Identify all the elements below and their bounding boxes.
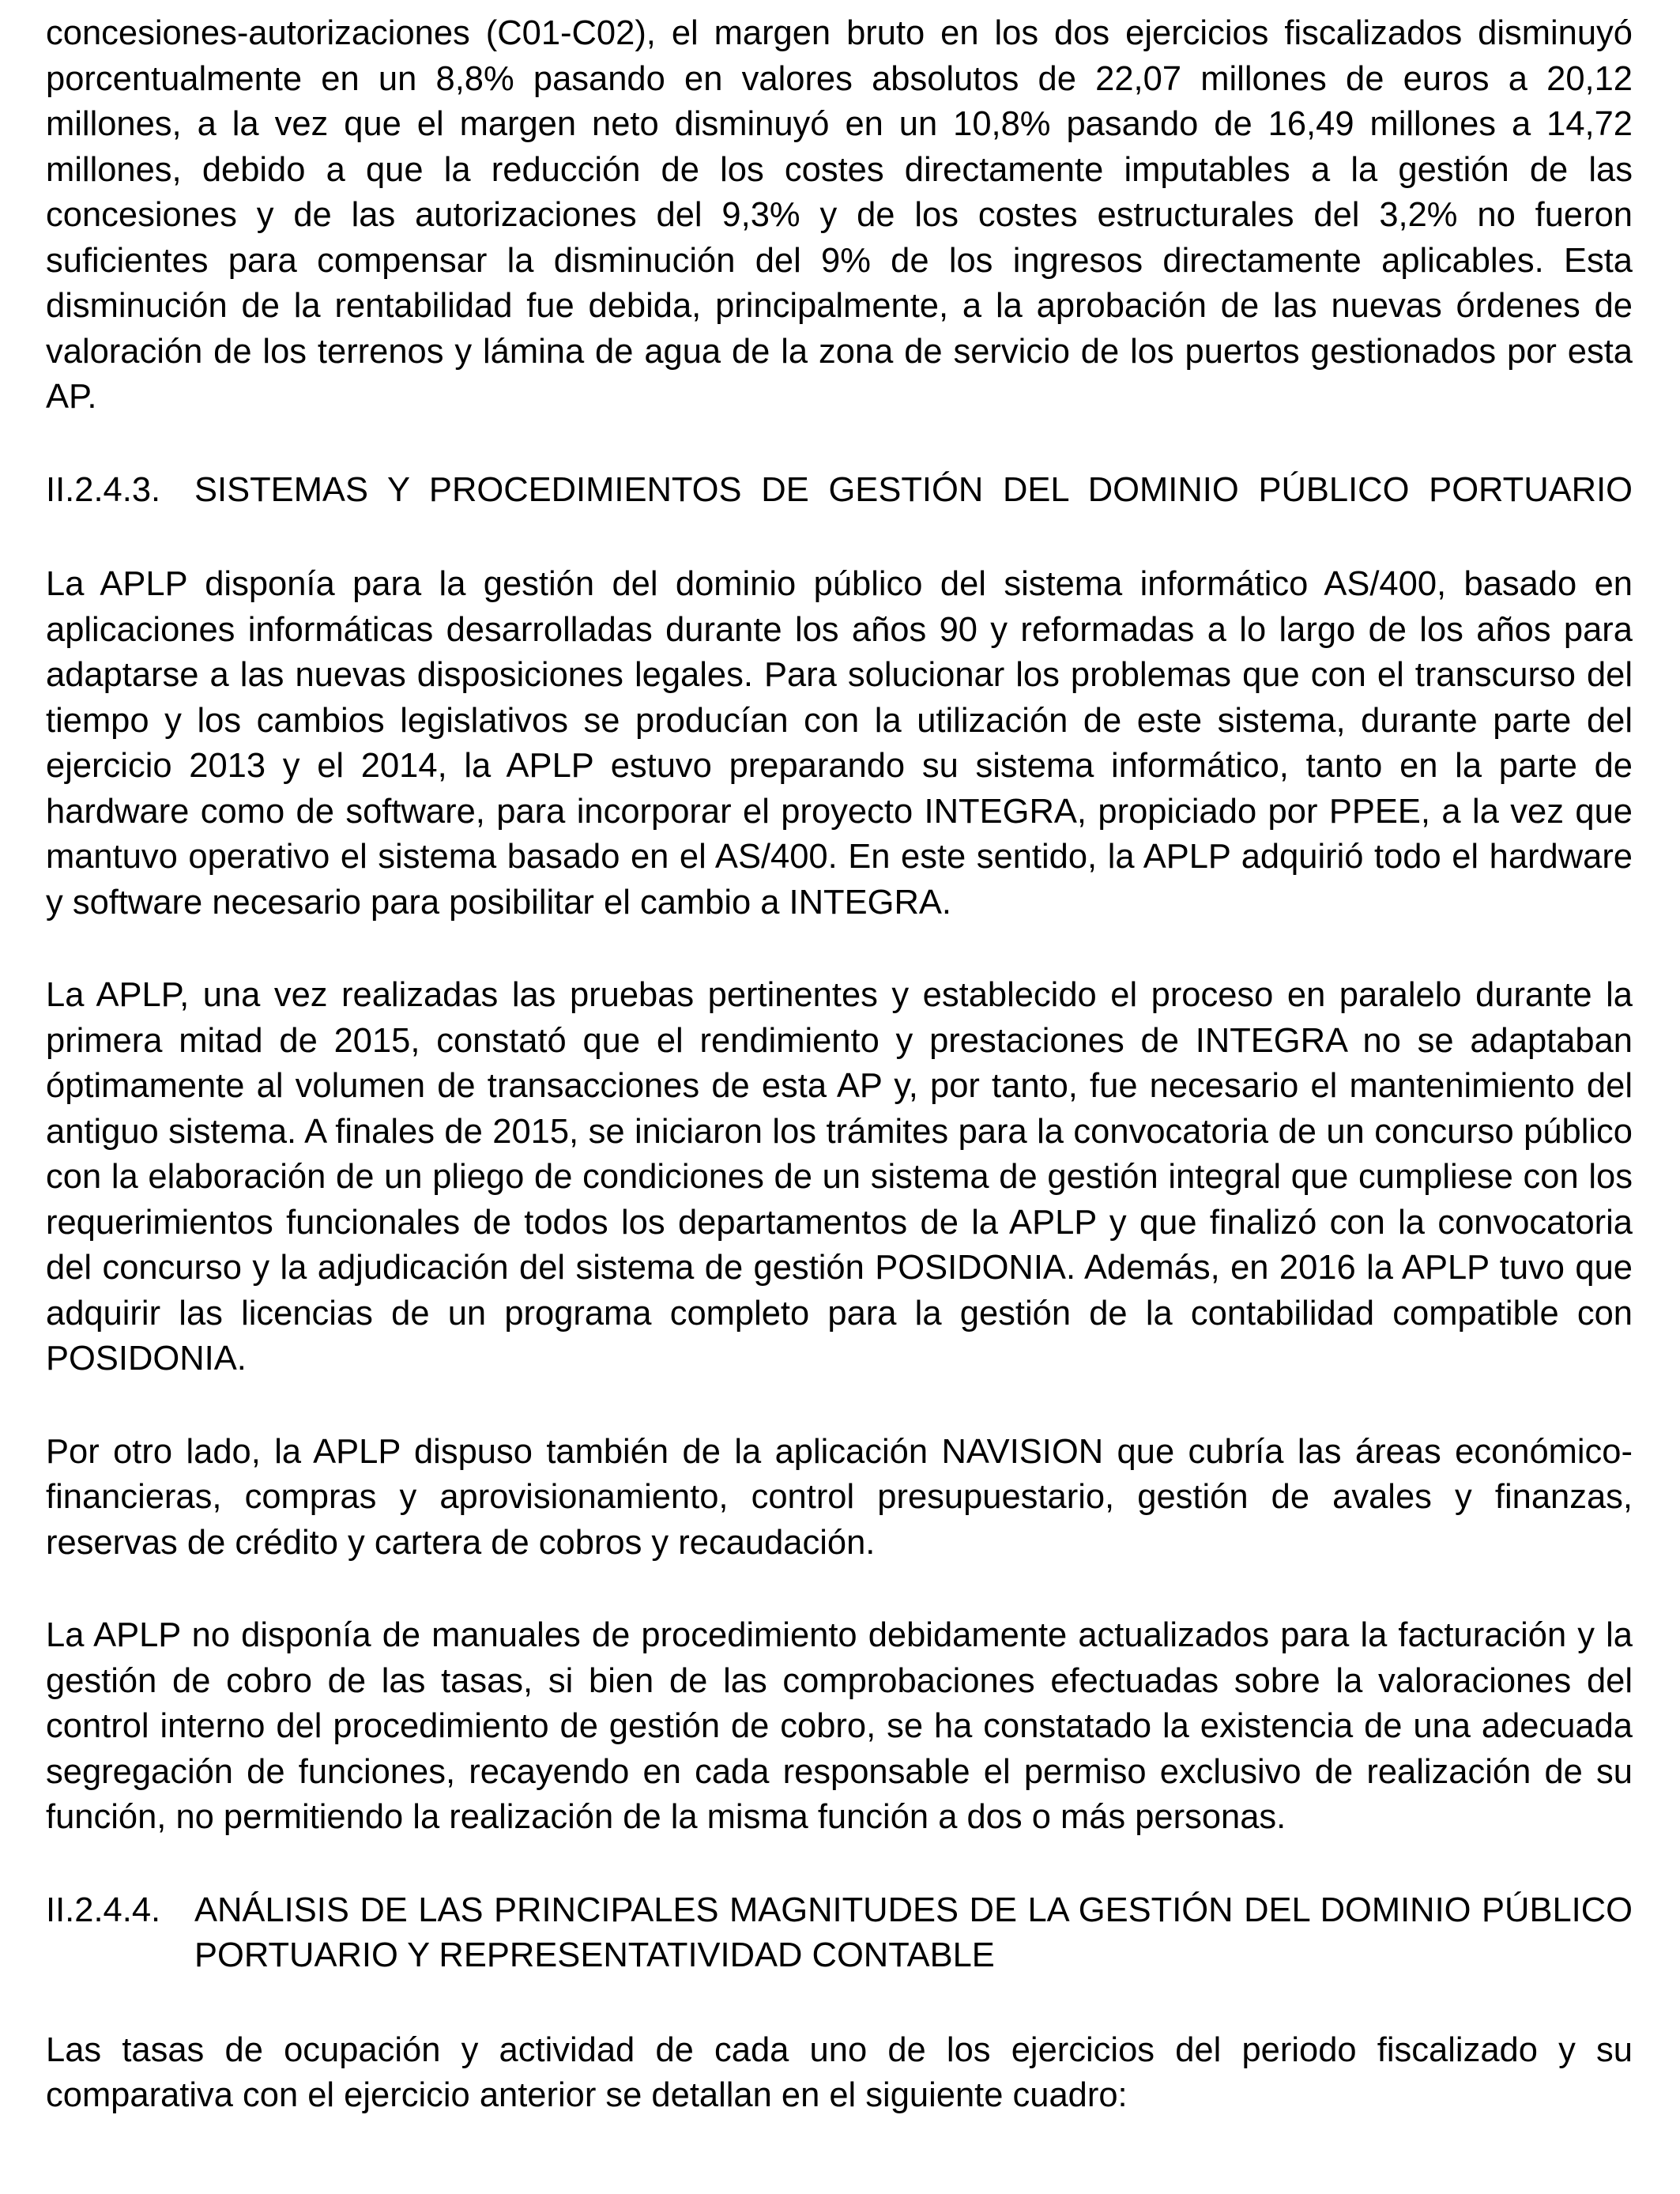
paragraph-rates-table-intro: Las tasas de ocupación y actividad de cada uno de los ejercicios del periodo fiscalizado y su comparativa con el ejercicio anterior se detallan en el siguiente cuadro: [46,2030,1633,2114]
section-number: II.2.4.3. [46,470,161,509]
paragraph-navision: Por otro lado, la APLP dispuso también de la aplicación NAVISION que cubría las áreas económico-financieras, compras y aprovisionamiento, control presupuestario, gestión de avales y finanzas, reservas de crédito y cartera de cobros y recaudación. [46,1432,1633,1562]
section-title: SISTEMAS Y PROCEDIMIENTOS DE GESTIÓN DEL DOMINIO PÚBLICO PORTUARIO [194,470,1633,509]
section-heading-2-4-4 [46,1888,1633,1979]
section-heading-2-4-3 [46,468,1633,514]
section-title: ANÁLISIS DE LAS PRINCIPALES MAGNITUDES DE LA GESTIÓN DEL DOMINIO PÚBLICO PORTUARIO Y REPRESENTATIVIDAD CONTABLE [194,1891,1633,1974]
section-number: II.2.4.4. [46,1891,161,1929]
paragraph-margin-analysis: concesiones-autorizaciones (C01-C02), el margen bruto en los dos ejercicios fiscalizados disminuyó porcentualmente en un 8,8% pasando en valores absolutos de 22,07 millones de euros a 20,12 millones, a la vez que el margen neto disminuyó en un 10,8% pasando de 16,49 millones a 14,72 millones, debido a que la reducción de los costes directamente imputables a la gestión de las concesiones y de las autorizaciones del 9,3% y de los costes estructurales del 3,2% no fueron suficientes para compensar la disminución del 9% de los ingresos directamente aplicables. Esta disminución de la rentabilidad fue debida, principalmente, a la aprobación de las nuevas órdenes de valoración de los terrenos y lámina de agua de la zona de servicio de los puertos gestionados por esta AP. [46,14,1633,416]
paragraph-as400-system: La APLP disponía para la gestión del dominio público del sistema informático AS/400, basado en aplicaciones informáticas desarrolladas durante los años 90 y reformadas a lo largo de los años para adaptarse a las nuevas disposiciones legales. Para solucionar los problemas que con el transcurso del tiempo y los cambios legislativos se producían con la utilización de este sistema, durante parte del ejercicio 2013 y el 2014, la APLP estuvo preparando su sistema informático, tanto en la parte de hardware como de software, para incorporar el proyecto INTEGRA, propiciado por PPEE, a la vez que mantuvo operativo el sistema basado en el AS/400. En este sentido, la APLP adquirió todo el hardware y software necesario para posibilitar el cambio a INTEGRA. [46,565,1633,922]
document-page [46,11,1633,2166]
paragraph-integra-posidonia: La APLP, una vez realizadas las pruebas pertinentes y establecido el proceso en paralelo durante la primera mitad de 2015, constató que el rendimiento y prestaciones de INTEGRA no se adaptaban óptimamente al volumen de transacciones de esta AP y, por tanto, fue necesario el mantenimiento del antiguo sistema. A finales de 2015, se iniciaron los trámites para la convocatoria de un concurso público con la elaboración de un pliego de condiciones de un sistema de gestión integral que cumpliese con los requerimientos funcionales de todos los departamentos de la APLP y que finalizó con la convocatoria del concurso y la adjudicación del sistema de gestión POSIDONIA. Además, en 2016 la APLP tuvo que adquirir las licencias de un programa completo para la gestión de la contabilidad compatible con POSIDONIA. [46,976,1633,1378]
paragraph-procedure-manuals: La APLP no disponía de manuales de procedimiento debidamente actualizados para la facturación y la gestión de cobro de las tasas, si bien de las comprobaciones efectuadas sobre la valoraciones del control interno del procedimiento de gestión de cobro, se ha constatado la existencia de una adecuada segregación de funciones, recayendo en cada responsable el permiso exclusivo de realización de su función, no permitiendo la realización de la misma función a dos o más personas. [46,1616,1633,1836]
